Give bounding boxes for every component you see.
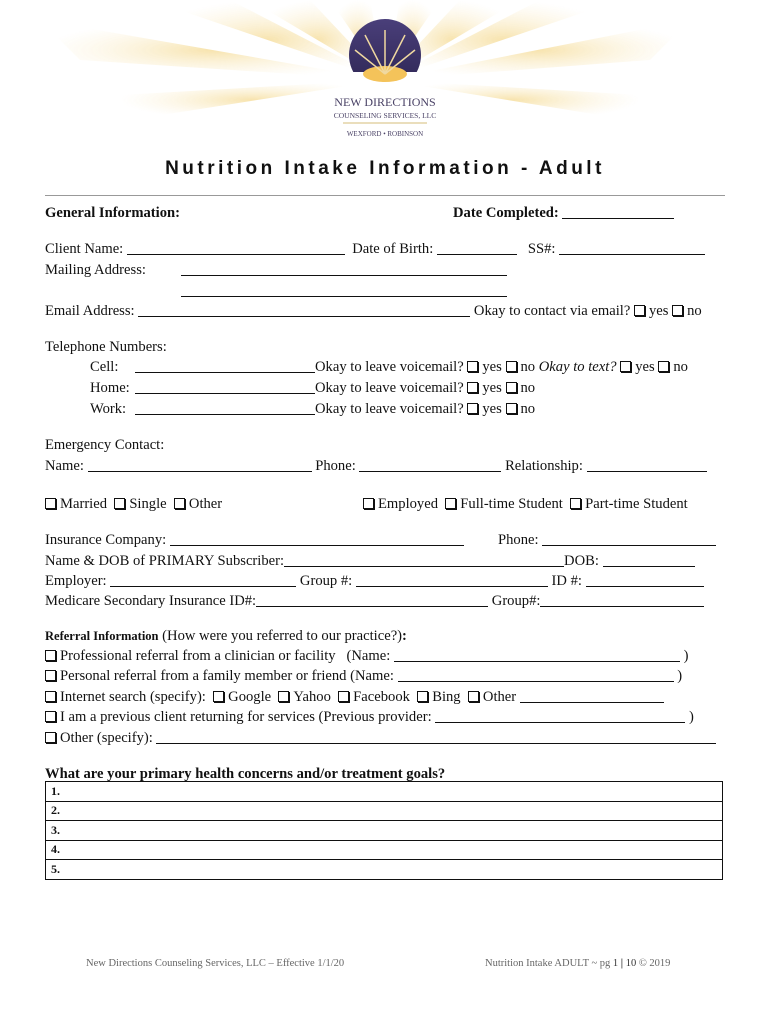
work-row [135,400,535,418]
telephone-heading: Telephone Numbers: [45,339,167,355]
medicare-row [45,592,704,610]
previous-client-checkbox[interactable] [45,711,56,722]
close-paren: ) [688,709,694,725]
relationship-blank[interactable] [587,458,707,472]
subscriber-dob-label: DOB: [564,553,599,569]
fulltime-student-label: Full-time Student [460,496,563,512]
work-voicemail-label: Okay to leave voicemail? [315,401,464,417]
work-voicemail-no-checkbox[interactable] [506,403,517,414]
yes-label: yes [635,359,655,375]
emergency-row [45,457,707,475]
personal-referral-label: Personal referral from a family member or friend (Name: [60,668,394,684]
cell-label: Cell: [90,359,119,375]
dob-blank[interactable] [437,241,517,255]
other-referral-checkbox[interactable] [45,732,56,743]
other-referral-blank[interactable] [156,730,716,744]
relationship-label: Relationship: [505,458,583,474]
other-search-checkbox[interactable] [468,691,479,702]
referral-internet-row [45,688,664,706]
internet-search-label: Internet search (specify): [60,689,206,705]
mailing-blank-2[interactable] [181,283,507,297]
general-heading: General Information: [45,205,180,221]
goal-row-number[interactable]: 5. [46,860,723,880]
mailing-blank-1[interactable] [181,262,507,276]
medicare-group-blank[interactable] [540,593,704,607]
bing-checkbox[interactable] [417,691,428,702]
ss-blank[interactable] [559,241,705,255]
other-referral-label: Other (specify): [60,730,153,746]
goal-row[interactable] [46,821,723,841]
single-label: Single [129,496,167,512]
employed-checkbox[interactable] [363,498,374,509]
goals-heading: What are your primary health concerns and/or treatment goals? [45,766,446,782]
id-blank[interactable] [586,573,704,587]
mailing-label: Mailing Address: [45,262,146,278]
marital-status-row [45,495,222,513]
other-search-blank[interactable] [520,689,664,703]
facebook-label: Facebook [353,689,410,705]
previous-provider-blank[interactable] [435,709,685,723]
dob-label: Date of Birth: [352,241,434,257]
professional-referral-label: Professional referral from a clinician or facility [60,648,336,664]
footer-separator: | [620,958,624,969]
footer-page-info [485,958,670,969]
no-label: no [673,359,688,375]
emergency-name-label: Name: [45,458,84,474]
other-search-label: Other [482,689,517,705]
referral-heading-row [45,627,407,645]
fulltime-student-checkbox[interactable] [445,498,456,509]
email-row [45,302,702,320]
email-yes-label: yes [648,303,669,319]
medicare-label: Medicare Secondary Insurance ID#: [45,593,257,609]
married-label: Married [60,496,108,512]
group-label: Group #: [299,573,353,589]
medicare-blank[interactable] [256,593,488,607]
date-completed-field[interactable] [453,204,674,222]
footer-copyright: © 2019 [638,958,671,969]
facebook-checkbox[interactable] [338,691,349,702]
goal-row-number[interactable]: 2. [46,801,723,821]
work-blank[interactable] [135,401,315,415]
email-yes-checkbox[interactable] [634,305,645,316]
emergency-heading: Emergency Contact: [45,437,165,453]
referral-professional-row [45,647,688,665]
email-no-checkbox[interactable] [672,305,683,316]
employer-blank[interactable] [110,573,296,587]
employed-label: Employed [378,496,438,512]
employment-status-row [363,495,688,513]
email-label: Email Address: [45,303,135,319]
title-divider [45,195,725,196]
date-completed-label: Date Completed: [453,205,559,221]
goal-row-number[interactable]: 1. [46,782,723,802]
no-label: no [520,359,536,375]
referral-previous-row [45,708,694,726]
cell-voicemail-yes-checkbox[interactable] [467,361,478,372]
home-voicemail-label: Okay to leave voicemail? [315,380,464,396]
work-voicemail-yes-checkbox[interactable] [467,403,478,414]
work-label: Work: [90,401,127,417]
goal-row[interactable] [46,801,723,821]
referral-question: (How were you referred to our practice?) [162,628,403,644]
goals-table [45,781,723,880]
date-completed-blank[interactable] [562,205,674,219]
client-info-row [45,240,705,258]
goal-row-number[interactable]: 4. [46,840,723,860]
yahoo-label: Yahoo [293,689,331,705]
professional-referral-checkbox[interactable] [45,650,56,661]
goal-row[interactable] [46,782,723,802]
yes-label: yes [482,380,502,396]
yes-label: yes [482,401,502,417]
subscriber-row [45,552,695,570]
goal-row-number[interactable]: 3. [46,821,723,841]
close-paren: ) [683,648,689,664]
insurance-company-blank[interactable] [170,532,464,546]
insurance-company-label: Insurance Company: [45,532,167,548]
referral-personal-row [45,667,682,685]
yes-label: yes [482,359,502,375]
email-blank[interactable] [138,303,470,317]
insurance-phone-blank[interactable] [542,532,716,546]
professional-referral-name-blank[interactable] [394,648,680,662]
internet-search-checkbox[interactable] [45,691,56,702]
group-blank[interactable] [356,573,548,587]
subscriber-dob-blank[interactable] [603,553,695,567]
svg-text:NEW DIRECTIONS: NEW DIRECTIONS [334,95,436,109]
email-no-label: no [687,303,702,319]
cell-voicemail-no-checkbox[interactable] [506,361,517,372]
google-checkbox[interactable] [213,691,224,702]
insurance-company-row [45,531,464,549]
parttime-student-label: Part-time Student [585,496,688,512]
cell-row [135,358,688,376]
employer-label: Employer: [45,573,107,589]
close-paren: ) [677,668,683,684]
insurance-phone-row [498,531,716,549]
name-paren-label: (Name: [346,648,391,664]
home-label: Home: [90,380,130,396]
cell-text-label: Okay to text? [538,359,617,375]
emergency-phone-label: Phone: [315,458,356,474]
single-checkbox[interactable] [114,498,125,509]
employer-row [45,572,704,590]
no-label: no [520,401,536,417]
cell-text-no-checkbox[interactable] [658,361,669,372]
previous-client-label: I am a previous client returning for services (Previous provider: [60,709,432,725]
footer-company: New Directions Counseling Services, LLC – Effective 1/1/20 [86,958,345,969]
personal-referral-name-blank[interactable] [398,668,674,682]
footer-total-pages: 10 [625,958,637,969]
other-status-checkbox[interactable] [174,498,185,509]
bing-label: Bing [432,689,461,705]
home-row [135,379,535,397]
client-name-blank[interactable] [127,241,345,255]
cell-voicemail-label: Okay to leave voicemail? [315,359,464,375]
cell-text-yes-checkbox[interactable] [620,361,631,372]
page-title: Nutrition Intake Information - Adult [165,158,605,179]
subscriber-blank[interactable] [284,553,564,567]
company-logo [0,0,770,150]
footer-prefix: Nutrition Intake ADULT ~ pg [485,958,611,969]
home-voicemail-no-checkbox[interactable] [506,382,517,393]
personal-referral-checkbox[interactable] [45,670,56,681]
goal-row[interactable] [46,840,723,860]
yahoo-checkbox[interactable] [278,691,289,702]
client-name-label: Client Name: [45,241,124,257]
referral-heading: Referral Information [45,629,159,643]
parttime-student-checkbox[interactable] [570,498,581,509]
referral-colon: : [402,628,407,644]
id-label: ID #: [551,573,582,589]
cell-blank[interactable] [135,359,315,373]
home-blank[interactable] [135,380,315,394]
google-label: Google [228,689,272,705]
other-status-label: Other [188,496,223,512]
goal-row[interactable] [46,860,723,880]
no-label: no [520,380,536,396]
home-voicemail-yes-checkbox[interactable] [467,382,478,393]
okay-email-label: Okay to contact via email? [473,303,631,319]
emergency-phone-blank[interactable] [359,458,501,472]
svg-text:COUNSELING SERVICES, LLC: COUNSELING SERVICES, LLC [333,111,437,120]
married-checkbox[interactable] [45,498,56,509]
referral-other-row [45,729,716,747]
footer-page-number: 1 [612,958,619,969]
emergency-name-blank[interactable] [88,458,312,472]
ss-label: SS#: [527,241,556,257]
insurance-phone-label: Phone: [498,532,539,548]
medicare-group-label: Group#: [491,593,541,609]
subscriber-label: Name & DOB of PRIMARY Subscriber: [45,553,285,569]
svg-text:WEXFORD • ROBINSON: WEXFORD • ROBINSON [346,130,424,138]
